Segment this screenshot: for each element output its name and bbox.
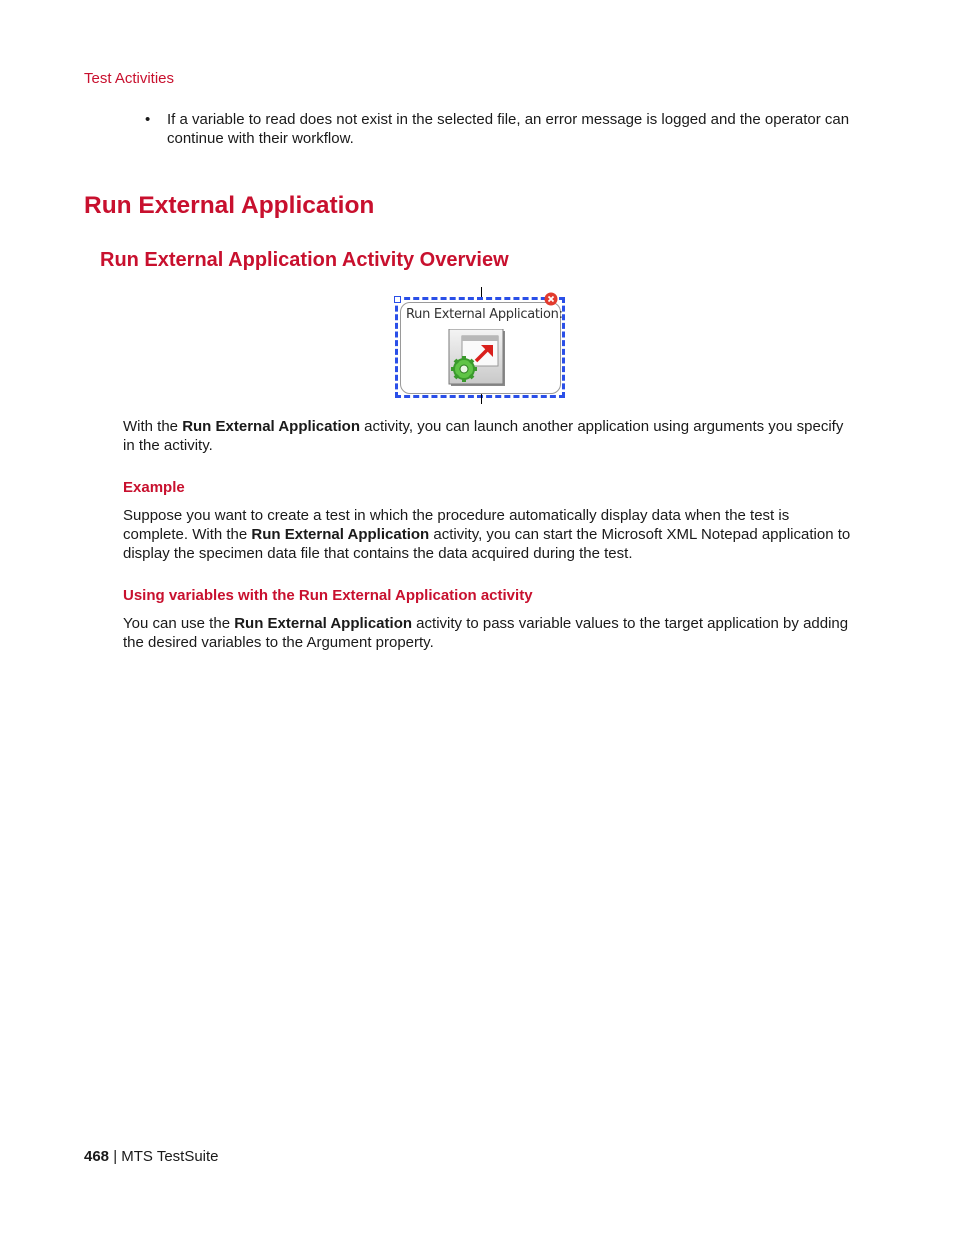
bullet-marker: • bbox=[145, 111, 151, 128]
activity-label: Run External Application: bbox=[406, 307, 563, 322]
example-text-rest: activity, you can start the Microsoft XML Notepad application to display the specimen data file that contains the data acquired during the test. bbox=[123, 526, 851, 562]
example-text: Suppose you want to create a test in which the procedure automatically display data when the test is complete. With the bbox=[123, 507, 790, 543]
external-application-icon bbox=[448, 329, 506, 389]
running-header: Test Activities bbox=[84, 70, 175, 87]
product-name: MTS TestSuite bbox=[121, 1148, 219, 1165]
connector-bottom bbox=[481, 394, 482, 404]
intro-text: With the bbox=[123, 418, 183, 435]
variables-text-rest: activity to pass variable values to the target application by adding the desired variables to the Argument property. bbox=[123, 615, 849, 651]
intro-paragraph bbox=[123, 417, 853, 455]
bullet-text: If a variable to read does not exist in the selected file, an error message is logged and the operator can continue with their workflow. bbox=[167, 111, 850, 147]
delete-icon[interactable] bbox=[544, 292, 558, 306]
page-footer bbox=[84, 1148, 219, 1165]
variables-heading: Using variables with the Run External Application activity bbox=[123, 587, 533, 604]
variables-text: You can use the bbox=[123, 615, 235, 632]
example-paragraph bbox=[123, 506, 853, 563]
selection-handle bbox=[394, 296, 401, 303]
variables-paragraph bbox=[123, 614, 853, 652]
bullet-item bbox=[145, 110, 855, 148]
intro-activity-name: Run External Application bbox=[182, 418, 360, 435]
footer-separator: | bbox=[109, 1148, 122, 1165]
page-number: 468 bbox=[84, 1148, 110, 1165]
example-activity-name: Run External Application bbox=[251, 526, 430, 543]
variables-activity-name: Run External Application bbox=[234, 615, 413, 632]
intro-text-rest: activity, you can launch another application using arguments you specify in the activity. bbox=[123, 418, 844, 454]
section-title: Run External Application bbox=[84, 192, 375, 219]
subsection-title: Run External Application Activity Overview bbox=[100, 249, 509, 271]
activity-figure bbox=[394, 287, 570, 404]
example-heading: Example bbox=[123, 479, 185, 496]
